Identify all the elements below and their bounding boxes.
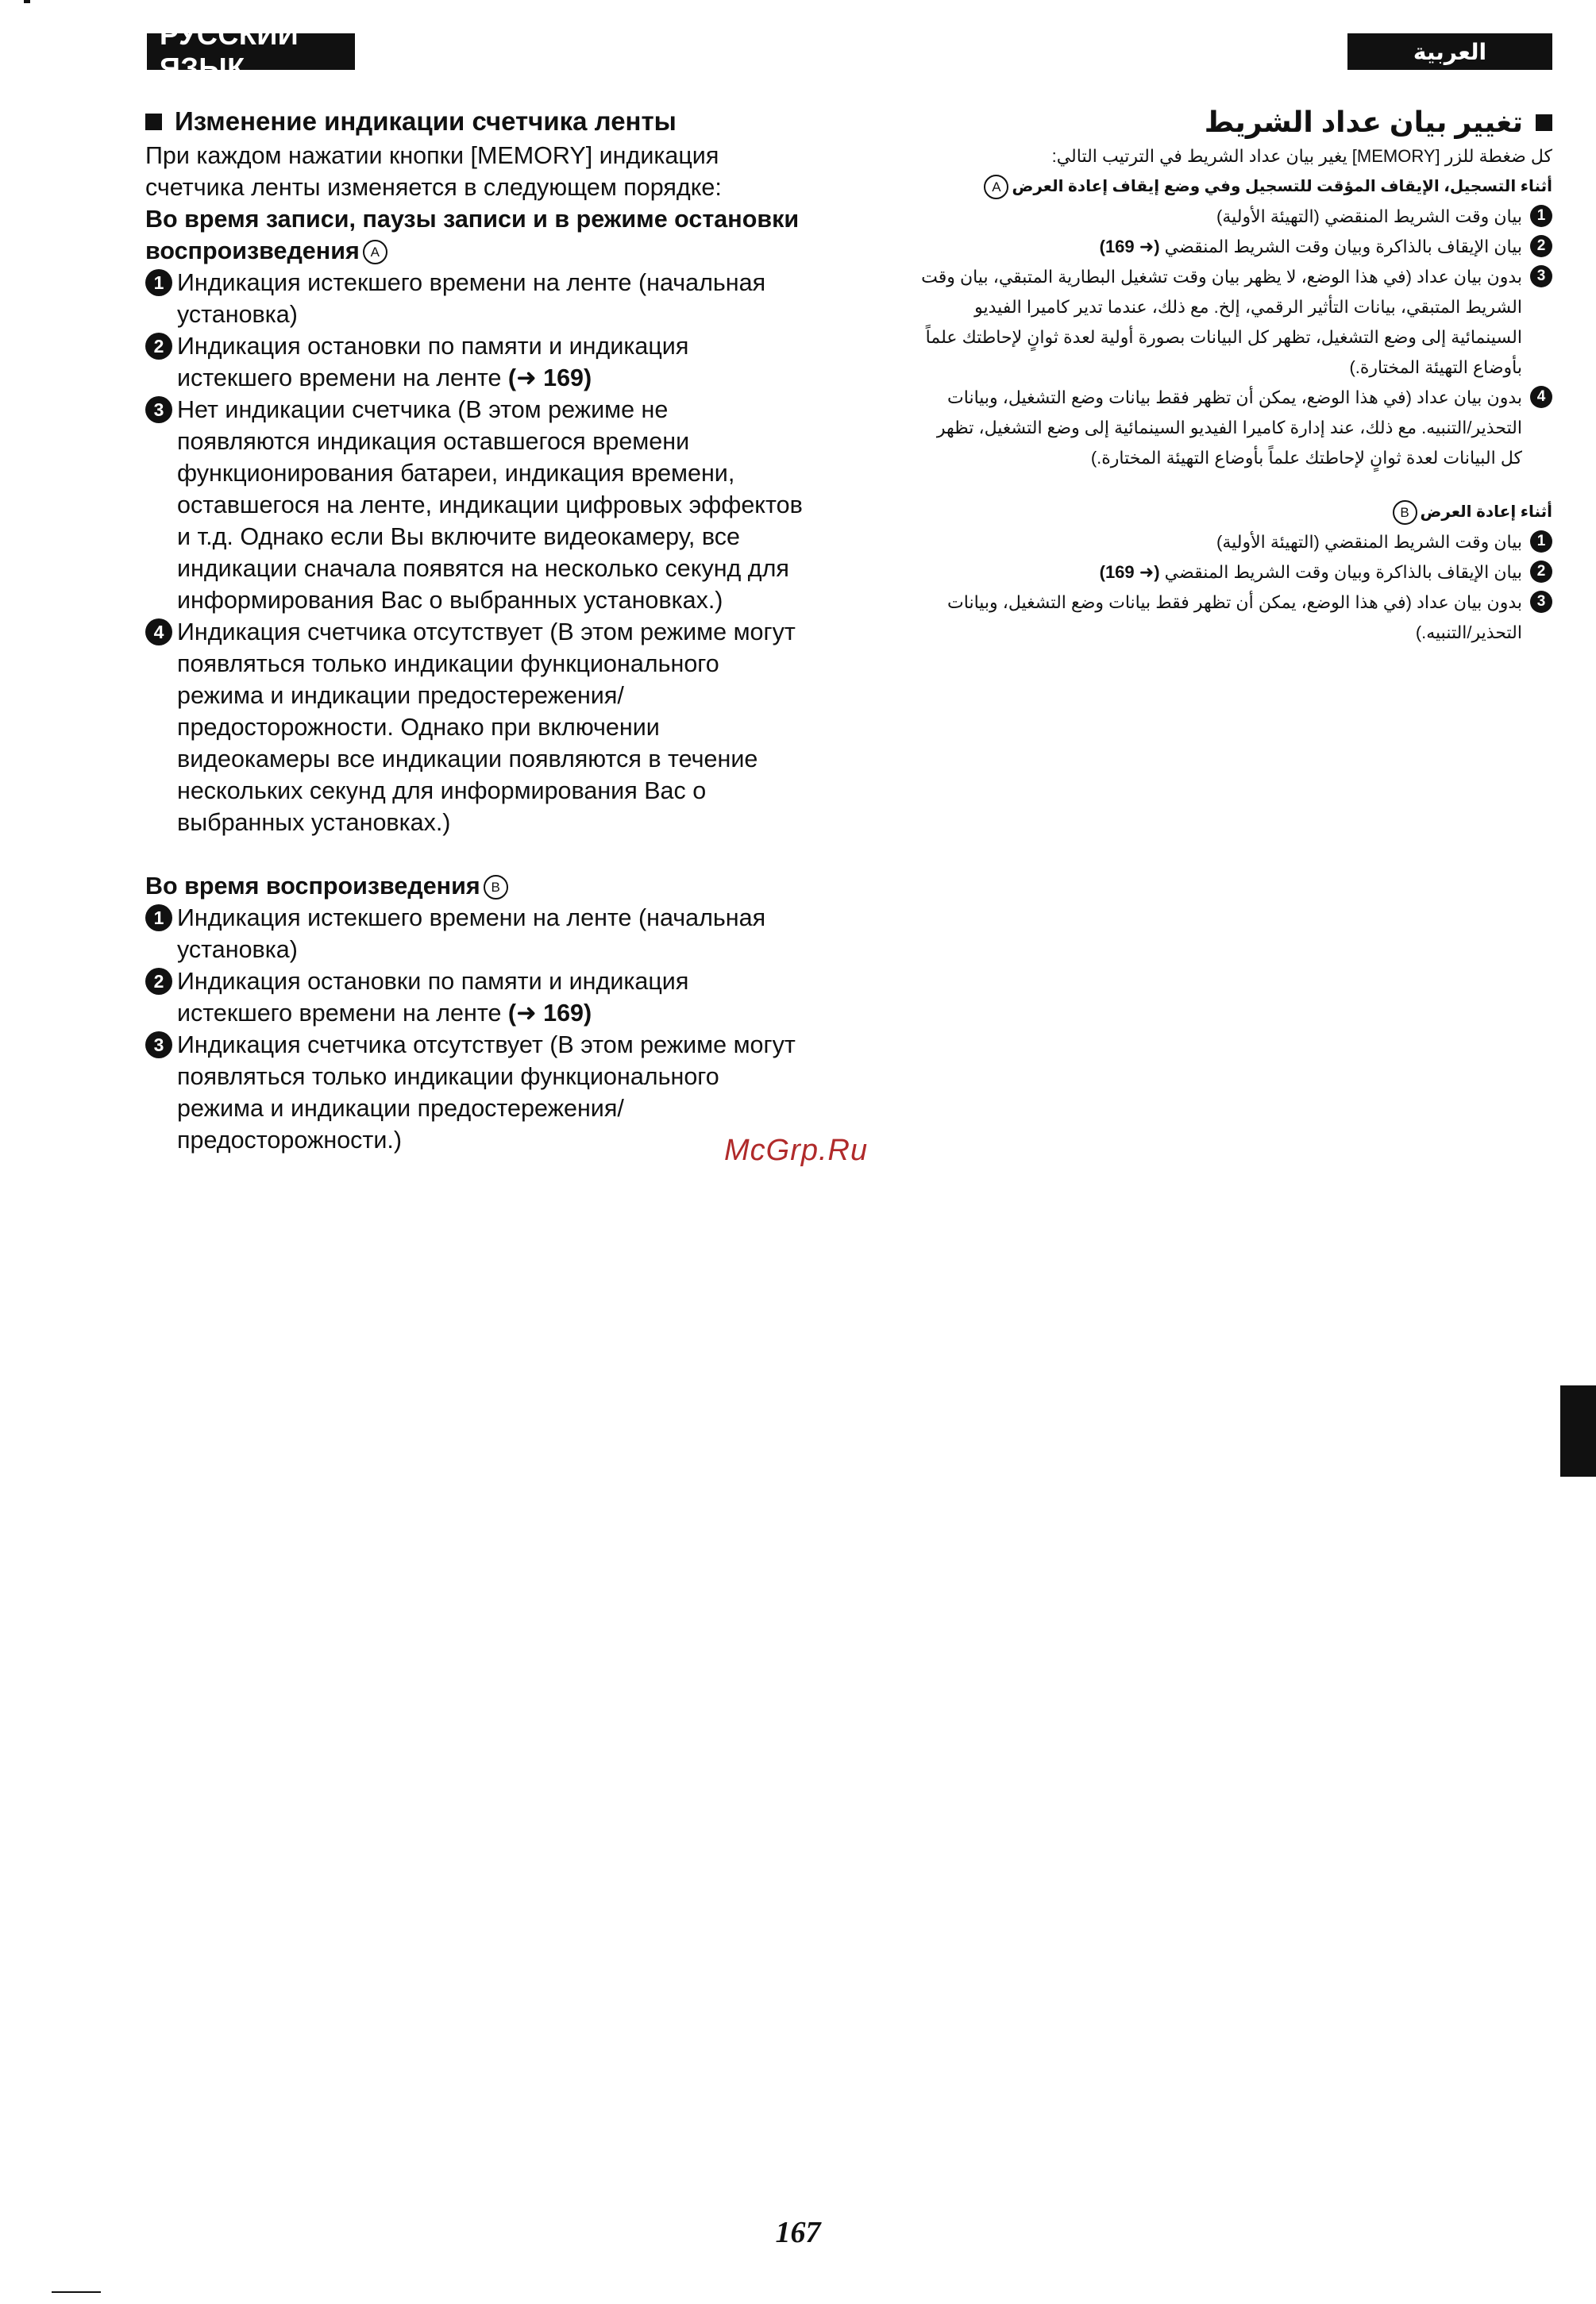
marker-b-icon: B (484, 875, 508, 900)
ar-section-title: تغيير بيان عداد الشريط (921, 103, 1552, 141)
number-2-icon: 2 (1530, 561, 1552, 583)
square-bullet-icon (145, 114, 162, 130)
page-number: 167 (775, 2216, 821, 2249)
ru-subheading-recording: Во время записи, паузы записи и в режиме остановки воспроизведения A (145, 206, 800, 264)
ru-list-item: 4 Индикация счетчика отсутствует (В этом режиме могут появляться только индикации функционального режима и индикации предостережения/предосторожности. Однако при включении видеокамеры все индикации появляются в течение нескольких секунд для информирования Вас о выбранных установках.) (145, 616, 804, 838)
number-1-icon: 1 (1530, 205, 1552, 227)
number-4-icon: 4 (145, 618, 172, 645)
ru-list-item: 3 Нет индикации счетчика (В этом режиме не появляются индикация оставшегося времени функционирования батареи, индикация времени, оставшегося на ленте, индикации цифровых эффектов и т.д. Однако если Вы включите видеокамеру, все индикации сначала появятся на несколько секунд для информирования Вас о выбранных установках.) (145, 394, 804, 616)
language-tab-russian: РУССКИЙ ЯЗЫК (147, 33, 355, 70)
corner-mark (24, 0, 30, 3)
ar-list-item: 2 بيان الإيقاف بالذاكرة وبيان وقت الشريط المنقضي (➜ 169) (921, 232, 1552, 262)
ar-list-item: 4 بدون بيان عداد (في هذا الوضع، يمكن أن تظهر فقط بيانات وضع التشغيل، وبيانات التحذير/التنبيه. مع ذلك، عند إدارة كاميرا الفيديو السينمائية إلى وضع التشغيل، تظهر كل البيانات لعدة ثوانٍ لإحاطتك علماً بأوضاع التهيئة المختارة.) (921, 383, 1552, 473)
footer-mark (52, 2291, 101, 2293)
ru-list-item: 1 Индикация истекшего времени на ленте (начальная установка) (145, 902, 804, 965)
page-reference: (➜ 169) (1099, 562, 1160, 582)
ru-section-title: Изменение индикации счетчика ленты (145, 103, 804, 140)
number-1-icon: 1 (145, 269, 172, 296)
page-reference: (➜ 169) (1099, 237, 1160, 256)
ar-subheading-recording: أثناء التسجيل، الإيقاف المؤقت للتسجيل وفي وضع إيقاف إعادة العرضA (921, 171, 1552, 202)
page-reference: (➜ 169) (507, 1000, 592, 1027)
ar-list-item: 3 بدون بيان عداد (في هذا الوضع، لا يظهر بيان وقت تشغيل البطارية المتبقي، بيان وقت الشريط المتبقي، بيانات التأثير الرقمي، إلخ. مع ذلك، عندما تدير كاميرا الفيديو السينمائية إلى وضع التشغيل، تظهر كل البيانات بصورة أولية لعدة ثوانٍ لإحاطتك علماً بأوضاع التهيئة المختارة.) (921, 262, 1552, 383)
marker-b-icon: B (1393, 500, 1417, 525)
number-3-icon: 3 (145, 1031, 172, 1058)
ru-subheading-playback: Во время воспроизведения B (145, 870, 804, 902)
ar-intro: كل ضغطة للزر [MEMORY] يغير بيان عداد الشريط في الترتيب التالي: (1051, 146, 1552, 166)
ar-list-item: 2 بيان الإيقاف بالذاكرة وبيان وقت الشريط المنقضي (➜ 169) (921, 557, 1552, 588)
russian-column (145, 103, 804, 1156)
number-1-icon: 1 (145, 904, 172, 931)
marker-a-icon: A (363, 240, 387, 264)
arabic-column (921, 103, 1552, 648)
language-tab-arabic: العربية (1347, 33, 1552, 70)
number-2-icon: 2 (1530, 235, 1552, 257)
ru-intro: При каждом нажатии кнопки [MEMORY] индикация счетчика ленты изменяется в следующем порядке: (145, 142, 722, 201)
number-3-icon: 3 (1530, 265, 1552, 287)
square-bullet-icon (1536, 114, 1552, 131)
ru-list-item: 2 Индикация остановки по памяти и индикация истекшего времени на ленте (➜ 169) (145, 965, 804, 1029)
ru-list-item: 2 Индикация остановки по памяти и индикация истекшего времени на ленте (➜ 169) (145, 330, 804, 394)
number-3-icon: 3 (145, 396, 172, 423)
ru-list-item: 1 Индикация истекшего времени на ленте (начальная установка) (145, 267, 804, 330)
ar-list-item: 1 بيان وقت الشريط المنقضي (التهيئة الأولية) (921, 527, 1552, 557)
ar-list-item: 3 بدون بيان عداد (في هذا الوضع، يمكن أن تظهر فقط بيانات وضع التشغيل، وبيانات التحذير/التنبيه.) (921, 588, 1552, 648)
ar-subheading-playback: أثناء إعادة العرضB (921, 497, 1552, 527)
number-2-icon: 2 (145, 333, 172, 360)
ar-list-item: 1 بيان وقت الشريط المنقضي (التهيئة الأولية) (921, 202, 1552, 232)
marker-a-icon: A (984, 175, 1008, 199)
ru-list-item: 3 Индикация счетчика отсутствует (В этом режиме могут появляться только индикации функционального режима и индикации предостережения/предосторожности.) (145, 1029, 804, 1156)
number-2-icon: 2 (145, 968, 172, 995)
section-thumb-tab (1560, 1385, 1596, 1477)
number-3-icon: 3 (1530, 591, 1552, 613)
page-reference: (➜ 169) (507, 364, 592, 391)
number-1-icon: 1 (1530, 530, 1552, 553)
watermark: McGrp.Ru (724, 1134, 869, 1167)
number-4-icon: 4 (1530, 386, 1552, 408)
